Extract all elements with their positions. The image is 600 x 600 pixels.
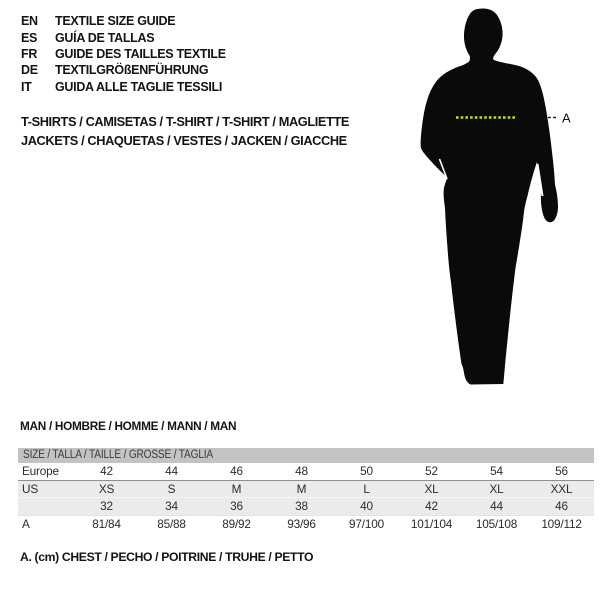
category-line-jackets: JACKETS / CHAQUETAS / VESTES / JACKEN / GIACCHE [21, 133, 347, 148]
size-value-cell: 32 [100, 499, 113, 514]
size-value-cell: XXL [550, 481, 573, 496]
size-value-cell: 40 [360, 499, 373, 514]
size-value-cell: 85/88 [157, 516, 186, 531]
size-value-cell: 101/104 [410, 516, 453, 531]
language-row-en [21, 13, 226, 29]
language-row-es [21, 29, 226, 45]
size-table [18, 448, 594, 532]
man-silhouette [421, 8, 558, 384]
size-value-cell: 42 [425, 499, 438, 514]
size-table-header [18, 448, 594, 463]
size-value-cell: 44 [165, 464, 178, 479]
size-value-cell: 46 [555, 499, 568, 514]
category-lines [21, 112, 349, 150]
size-table-header-text: SIZE / TALLA / TAILLE / GRÖSSE / TAGLIA [23, 449, 213, 461]
size-value-cell: L [363, 481, 370, 496]
language-label: TEXTILE SIZE GUIDE [55, 14, 176, 29]
size-value-cell: 89/92 [222, 516, 251, 531]
size-value-cell: M [296, 481, 307, 496]
size-value-cell: 42 [100, 464, 113, 479]
footnote: A. (cm) CHEST / PECHO / POITRINE / TRUHE / PETTO [20, 550, 314, 564]
size-value-cell: 46 [230, 464, 243, 479]
measure-label-a: A [562, 110, 571, 126]
size-value-cell: 36 [230, 499, 243, 514]
size-value-cell: XL [424, 481, 439, 496]
size-value-cell: 52 [425, 464, 438, 479]
language-label: GUIDE DES TAILLES TEXTILE [55, 46, 226, 61]
row-label: US [22, 481, 38, 496]
size-value-cell: 44 [490, 499, 503, 514]
language-row-fr [21, 46, 226, 62]
language-code: IT [21, 79, 32, 94]
language-label: TEXTILGRÖßENFÜHRUNG [55, 63, 209, 78]
table-row-numeric [18, 497, 594, 515]
language-list [21, 13, 226, 95]
size-value-cell: 38 [295, 499, 308, 514]
language-label: GUIDA ALLE TAGLIE TESSILI [55, 79, 223, 94]
language-row-de [21, 62, 226, 78]
size-value-cell: 34 [165, 499, 178, 514]
table-row-us [18, 481, 594, 498]
size-value-cell: 50 [360, 464, 373, 479]
size-value-cell: 54 [490, 464, 503, 479]
man-silhouette-figure [390, 0, 600, 420]
size-value-cell: 48 [295, 464, 308, 479]
language-code: EN [21, 14, 38, 29]
category-line-tshirts: T-SHIRTS / CAMISETAS / T-SHIRT / T-SHIRT / MAGLIETTE [21, 114, 350, 129]
table-row-europe [18, 463, 594, 481]
language-code: FR [21, 46, 38, 61]
language-code: DE [21, 63, 38, 78]
language-label: GUÍA DE TALLAS [55, 30, 155, 45]
section-title: MAN / HOMBRE / HOMME / MANN / MAN [20, 419, 237, 433]
size-value-cell: XS [98, 481, 115, 496]
size-value-cell: 97/100 [349, 516, 384, 531]
size-value-cell: 81/84 [92, 516, 121, 531]
size-value-cell: 105/108 [475, 516, 518, 531]
table-row-a-chest [18, 515, 594, 533]
size-value-cell: 109/112 [541, 516, 582, 531]
size-value-cell: M [231, 481, 242, 496]
size-value-cell: 56 [555, 464, 568, 479]
language-code: ES [21, 30, 38, 45]
row-label: Europe [22, 464, 59, 479]
size-value-cell: 93/96 [287, 516, 316, 531]
size-value-cell: S [167, 481, 176, 496]
language-row-it [21, 79, 226, 95]
size-value-cell: XL [489, 481, 504, 496]
row-label: A [22, 516, 30, 531]
